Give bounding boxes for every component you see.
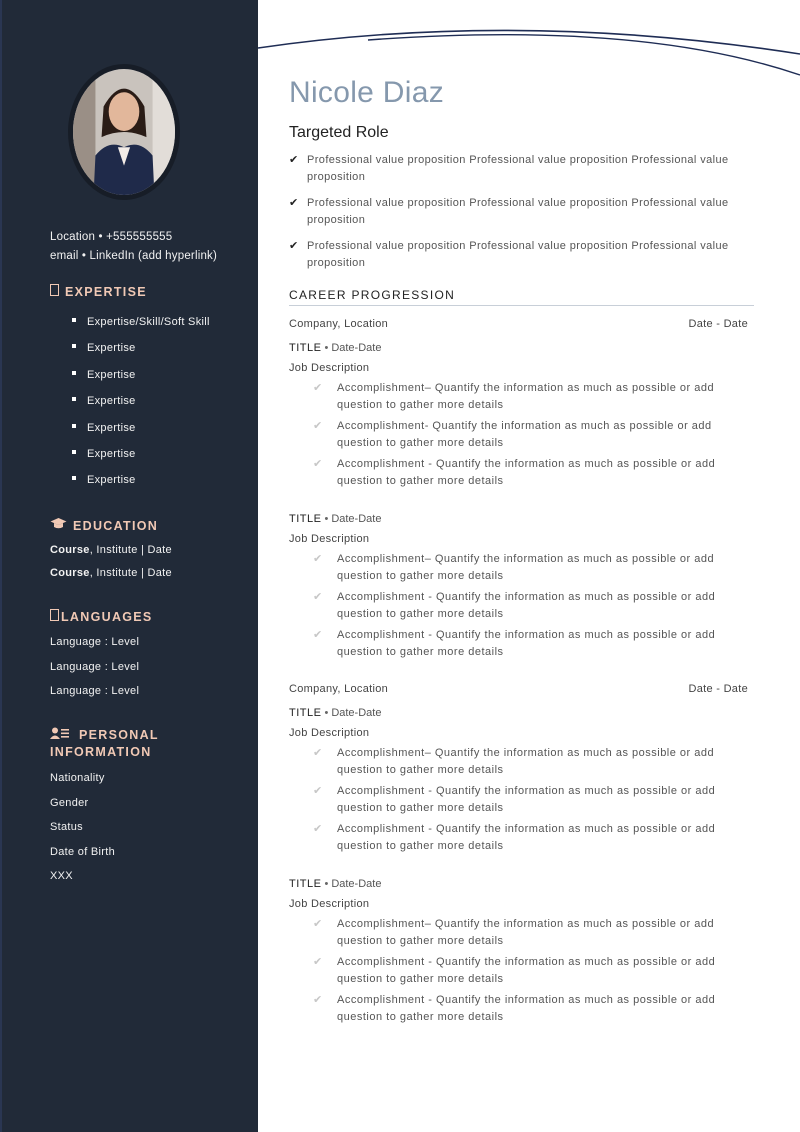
- accomplishment-item: [311, 916, 741, 954]
- language-item: Language : Level: [50, 636, 140, 648]
- contact-info: [50, 228, 217, 266]
- accomplishment-line: question to gather more details: [337, 398, 504, 411]
- contact-location-phone: Location • +555555555: [50, 231, 173, 243]
- candidate-name: Nicole Diaz: [289, 76, 445, 109]
- person-portrait-icon: [73, 69, 175, 195]
- personal-info-list: [50, 770, 115, 893]
- languages-heading-label: LANGUAGES: [61, 610, 153, 624]
- expertise-label: Expertise: [87, 421, 136, 434]
- job-description: Job Description: [289, 898, 370, 910]
- bullet-icon: [72, 344, 76, 348]
- company-location: Company, Location: [289, 318, 389, 330]
- accomplishment-line: question to gather more details: [337, 934, 504, 947]
- personal-info-item: Date of Birth: [50, 845, 116, 858]
- accomplishment-line: Accomplishment - Quantify the information as much as possible or add: [337, 591, 716, 604]
- accomplishment-item: [311, 821, 741, 859]
- value-proposition-text: Professional value proposition Professional value proposition Professional value proposition: [307, 240, 729, 269]
- company-dates: Date - Date: [688, 318, 748, 330]
- accomplishment-line: Accomplishment - Quantify the information as much as possible or add: [337, 458, 716, 471]
- separator-dot: •: [324, 513, 329, 525]
- accomplishment-line: Accomplishment– Quantify the information as much as possible or add: [337, 382, 715, 394]
- accomplishment-text: [337, 627, 741, 660]
- id-card-icon: [50, 727, 70, 744]
- personal-heading-line2: INFORMATION: [50, 745, 152, 759]
- checkmark-icon: ✔: [313, 785, 323, 798]
- contact-email-linkedin[interactable]: email • LinkedIn (add hyperlink): [50, 250, 218, 262]
- accomplishment-text: [337, 589, 741, 622]
- expertise-label: Expertise/Skill/Soft Skill: [87, 316, 210, 328]
- personal-info-item: Status: [50, 821, 83, 833]
- bullet-icon: [72, 476, 76, 480]
- checkmark-icon: ✔: [289, 197, 299, 209]
- job-title: TITLE: [289, 513, 322, 525]
- accomplishment-list: [311, 916, 741, 1031]
- accomplishment-item: [311, 627, 741, 665]
- job-dates: Date-Date: [331, 513, 382, 525]
- checkmark-icon: ✔: [289, 154, 299, 166]
- accomplishment-item: [311, 954, 741, 992]
- separator-dot: •: [324, 878, 329, 890]
- accomplishment-text: [337, 380, 741, 413]
- job-title: TITLE: [289, 707, 322, 719]
- job-title: TITLE: [289, 342, 322, 354]
- expertise-label: Expertise: [87, 368, 136, 381]
- accomplishment-line: question to gather more details: [337, 763, 504, 776]
- checkmark-icon: ✔: [313, 747, 323, 759]
- personal-info-heading: [50, 727, 159, 761]
- checkmark-icon: ✔: [313, 956, 323, 969]
- job-title-line: [289, 878, 381, 890]
- job-dates: Date-Date: [331, 342, 382, 354]
- languages-heading: [50, 609, 153, 624]
- accomplishment-text: [337, 821, 741, 854]
- language-item: Language : Level: [50, 660, 140, 673]
- separator-dot: •: [324, 342, 329, 354]
- accomplishment-line: Accomplishment - Quantify the information as much as possible or add: [337, 956, 716, 969]
- checkmark-icon: ✔: [313, 994, 323, 1007]
- personal-heading-line1: PERSONAL: [79, 728, 159, 742]
- accomplishment-line: question to gather more details: [337, 972, 504, 985]
- personal-info-item: XXX: [50, 870, 73, 882]
- career-progression-heading: CAREER PROGRESSION: [289, 288, 456, 302]
- education-heading-label: EDUCATION: [73, 519, 159, 533]
- expertise-label: Expertise: [87, 474, 136, 487]
- value-proposition-item: [289, 195, 749, 228]
- job-title: TITLE: [289, 878, 322, 890]
- company-dates: Date - Date: [688, 683, 748, 695]
- accomplishment-line: question to gather more details: [337, 801, 504, 814]
- expertise-item: [72, 340, 210, 366]
- accomplishment-text: [337, 783, 741, 816]
- education-details: , Institute | Date: [89, 544, 172, 556]
- star-icon: [50, 284, 59, 299]
- accomplishment-line: Accomplishment– Quantify the information as much as possible or add: [337, 553, 715, 565]
- expertise-item: [72, 420, 210, 446]
- value-proposition-list: [289, 152, 749, 281]
- bullet-icon: [72, 318, 76, 322]
- accomplishment-item: [311, 380, 741, 418]
- accomplishment-line: Accomplishment– Quantify the information as much as possible or add: [337, 747, 715, 759]
- accomplishment-text: [337, 992, 741, 1025]
- accomplishment-line: Accomplishment - Quantify the information as much as possible or add: [337, 994, 716, 1007]
- accomplishment-line: question to gather more details: [337, 607, 504, 620]
- expertise-heading: [50, 284, 147, 299]
- accomplishment-text: [337, 916, 741, 949]
- education-course: Course: [50, 567, 90, 579]
- header-swoosh: [258, 20, 800, 80]
- company-line: [289, 683, 748, 695]
- accomplishment-line: Accomplishment- Quantify the information as much as possible or add: [337, 420, 712, 433]
- accomplishment-text: [337, 551, 741, 584]
- checkmark-icon: ✔: [313, 591, 323, 604]
- bullet-icon: [72, 450, 76, 454]
- accomplishment-line: question to gather more details: [337, 839, 504, 852]
- checkmark-icon: ✔: [289, 240, 299, 252]
- language-item: Language : Level: [50, 685, 140, 697]
- checkmark-icon: ✔: [313, 553, 323, 565]
- accomplishment-line: Accomplishment– Quantify the information as much as possible or add: [337, 918, 715, 930]
- bullet-icon: [72, 424, 76, 428]
- value-proposition-text: Professional value proposition Professional value proposition Professional value proposition: [307, 197, 729, 226]
- accomplishment-line: question to gather more details: [337, 1010, 504, 1023]
- checkmark-icon: ✔: [313, 458, 323, 471]
- bullet-icon: [72, 371, 76, 375]
- checkmark-icon: ✔: [313, 420, 323, 433]
- education-item: [50, 542, 172, 565]
- checkmark-icon: ✔: [313, 918, 323, 930]
- languages-list: [50, 634, 139, 708]
- personal-info-item: Nationality: [50, 772, 105, 784]
- company-line: [289, 318, 748, 330]
- checkmark-icon: ✔: [313, 629, 323, 642]
- expertise-item: [72, 367, 210, 393]
- expertise-item: [72, 446, 210, 472]
- accomplishment-item: [311, 783, 741, 821]
- job-description: Job Description: [289, 727, 370, 739]
- checkmark-icon: ✔: [313, 382, 323, 394]
- accomplishment-text: [337, 745, 741, 778]
- job-dates: Date-Date: [331, 707, 382, 719]
- targeted-role: Targeted Role: [289, 124, 389, 141]
- job-title-line: [289, 707, 381, 719]
- profile-photo: [68, 64, 180, 200]
- accomplishment-text: [337, 418, 741, 451]
- job-dates: Date-Date: [331, 878, 382, 890]
- accomplishment-list: [311, 745, 741, 860]
- accomplishment-line: Accomplishment - Quantify the information as much as possible or add: [337, 823, 716, 836]
- expertise-item: [72, 393, 210, 419]
- education-details: , Institute | Date: [89, 567, 172, 579]
- accomplishment-line: question to gather more details: [337, 474, 504, 487]
- education-item: [50, 565, 172, 588]
- personal-info-item: Gender: [50, 796, 89, 809]
- accomplishment-item: [311, 418, 741, 456]
- value-proposition-item: [289, 238, 749, 271]
- expertise-item: [72, 314, 210, 340]
- checkmark-icon: ✔: [313, 823, 323, 836]
- expertise-list: [72, 314, 210, 499]
- bullet-icon: [72, 397, 76, 401]
- education-course: Course: [50, 544, 90, 556]
- expertise-heading-label: EXPERTISE: [65, 285, 147, 299]
- accomplishment-item: [311, 745, 741, 783]
- globe-icon: [50, 609, 59, 624]
- separator-dot: •: [324, 707, 329, 719]
- accomplishment-line: Accomplishment - Quantify the information as much as possible or add: [337, 629, 716, 642]
- job-title-line: [289, 513, 381, 525]
- accomplishment-list: [311, 380, 741, 495]
- accomplishment-line: question to gather more details: [337, 569, 504, 582]
- section-divider: [289, 305, 754, 306]
- sidebar: [0, 0, 258, 1132]
- company-location: Company, Location: [289, 683, 389, 695]
- education-heading: [50, 517, 158, 533]
- expertise-item: [72, 472, 210, 498]
- education-list: [50, 542, 172, 588]
- accomplishment-line: question to gather more details: [337, 645, 504, 658]
- accomplishment-line: question to gather more details: [337, 436, 504, 449]
- accomplishment-item: [311, 456, 741, 494]
- value-proposition-item: [289, 152, 749, 185]
- expertise-label: Expertise: [87, 395, 136, 408]
- expertise-label: Expertise: [87, 342, 136, 355]
- accomplishment-list: [311, 551, 741, 666]
- accomplishment-item: [311, 551, 741, 589]
- graduation-cap-icon: [50, 517, 67, 533]
- expertise-label: Expertise: [87, 447, 136, 460]
- accomplishment-line: Accomplishment - Quantify the information as much as possible or add: [337, 785, 716, 798]
- value-proposition-text: Professional value proposition Professional value proposition Professional value proposition: [307, 154, 729, 183]
- accomplishment-item: [311, 992, 741, 1030]
- job-description: Job Description: [289, 533, 370, 545]
- accomplishment-text: [337, 954, 741, 987]
- accomplishment-text: [337, 456, 741, 489]
- job-description: Job Description: [289, 362, 370, 374]
- accomplishment-item: [311, 589, 741, 627]
- job-title-line: [289, 342, 381, 354]
